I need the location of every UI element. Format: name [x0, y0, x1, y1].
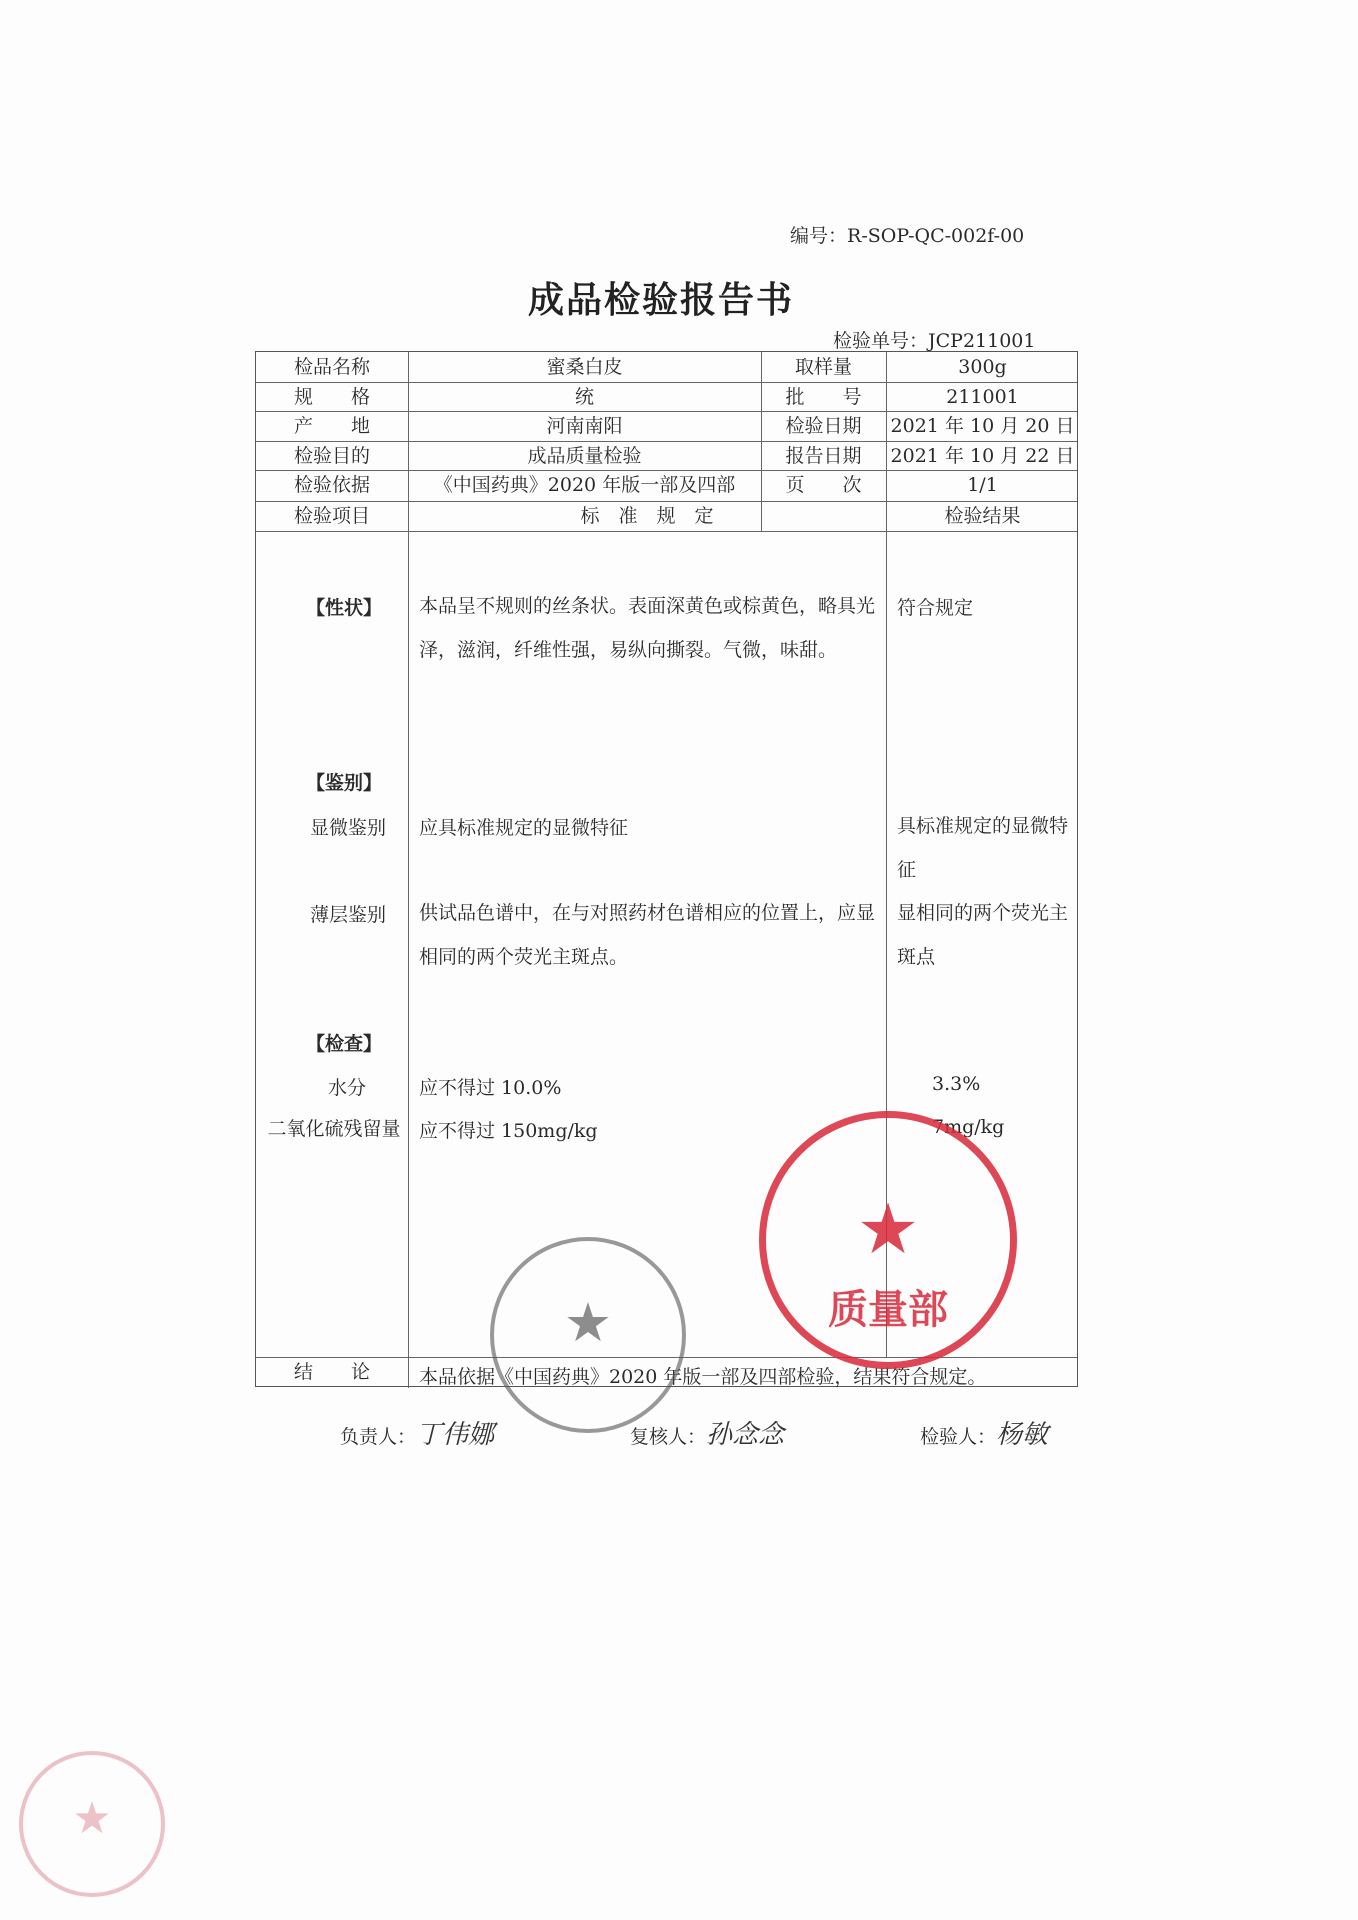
info-label: 产 地	[293, 415, 370, 437]
info-value: 蜜桑白皮	[546, 356, 623, 378]
gray-inspection-stamp	[490, 1237, 686, 1433]
result-properties: 符合规定	[897, 597, 974, 619]
info-value: 1/1	[967, 474, 998, 496]
info-value: 统	[574, 386, 594, 408]
info-label: 检验依据	[293, 474, 370, 496]
section-heading-inspection: 【检查】	[306, 1033, 383, 1055]
signature-inspector: 检验人：杨敏	[920, 1420, 1049, 1450]
standard-microscopic: 应具标准规定的显微特征	[419, 817, 629, 839]
info-value: 211001	[946, 386, 1019, 408]
info-label: 取样量	[794, 356, 852, 378]
standard-tlc: 供试品色谱中，在与对照药材色谱相应的位置上，应显相同的两个荧光主斑点。	[419, 902, 876, 968]
star-icon: ★	[856, 1188, 920, 1270]
item-so2: 二氧化硫残留量	[267, 1118, 401, 1140]
red-quality-stamp: ★ 质量部	[759, 1111, 1017, 1369]
info-value: 2021 年 10 月 22 日	[890, 445, 1075, 467]
star-icon: ★	[72, 1793, 112, 1844]
info-label: 检验日期	[785, 415, 862, 437]
signature-reviewer: 复核人：孙念念	[630, 1420, 785, 1450]
info-value: 成品质量检验	[527, 445, 642, 467]
info-label: 检验目的	[293, 445, 370, 467]
info-value: 2021 年 10 月 20 日	[890, 415, 1075, 437]
info-value: 《中国药典》2020 年版一部及四部	[433, 474, 736, 496]
result-water: 3.3%	[932, 1073, 981, 1095]
faded-company-stamp	[19, 1751, 165, 1897]
section-heading-properties: 【性状】	[306, 597, 383, 619]
conclusion-label: 结 论	[293, 1361, 370, 1383]
info-label: 页 次	[785, 474, 862, 496]
info-label: 规 格	[293, 386, 370, 408]
document-code: 编号：R-SOP-QC-002f-00	[790, 225, 1025, 247]
signature-responsible: 负责人：丁伟娜	[340, 1420, 495, 1450]
info-label: 检品名称	[293, 356, 370, 378]
standard-so2: 应不得过 150mg/kg	[419, 1120, 598, 1142]
result-tlc: 显相同的两个荧光主斑点	[897, 902, 1069, 968]
column-header-result: 检验结果	[944, 505, 1021, 527]
report-number: 检验单号：JCP211001	[833, 330, 1036, 352]
standard-water: 应不得过 10.0%	[419, 1077, 562, 1099]
result-microscopic: 具标准规定的显微特征	[897, 815, 1069, 881]
info-label: 报告日期	[785, 445, 862, 467]
info-label: 批 号	[785, 386, 862, 408]
item-microscopic: 显微鉴别	[310, 817, 387, 839]
item-water: 水分	[328, 1077, 367, 1099]
conclusion-text: 本品依据《中国药典》2020 年版一部及四部检验，结果符合规定。	[419, 1366, 987, 1388]
page-title: 成品检验报告书	[527, 279, 794, 321]
item-tlc: 薄层鉴别	[310, 904, 387, 926]
star-icon: ★	[563, 1291, 613, 1354]
column-header-item: 检验项目	[293, 505, 370, 527]
standard-properties: 本品呈不规则的丝条状。表面深黄色或棕黄色，略具光泽，滋润，纤维性强，易纵向撕裂。气微，味甜。	[419, 595, 876, 661]
result-so2: 7mg/kg	[932, 1116, 1005, 1138]
info-value: 300g	[958, 356, 1007, 378]
section-heading-identification: 【鉴别】	[306, 772, 383, 794]
info-value: 河南南阳	[546, 415, 623, 437]
column-header-standard: 标 准 规 定	[580, 505, 714, 527]
